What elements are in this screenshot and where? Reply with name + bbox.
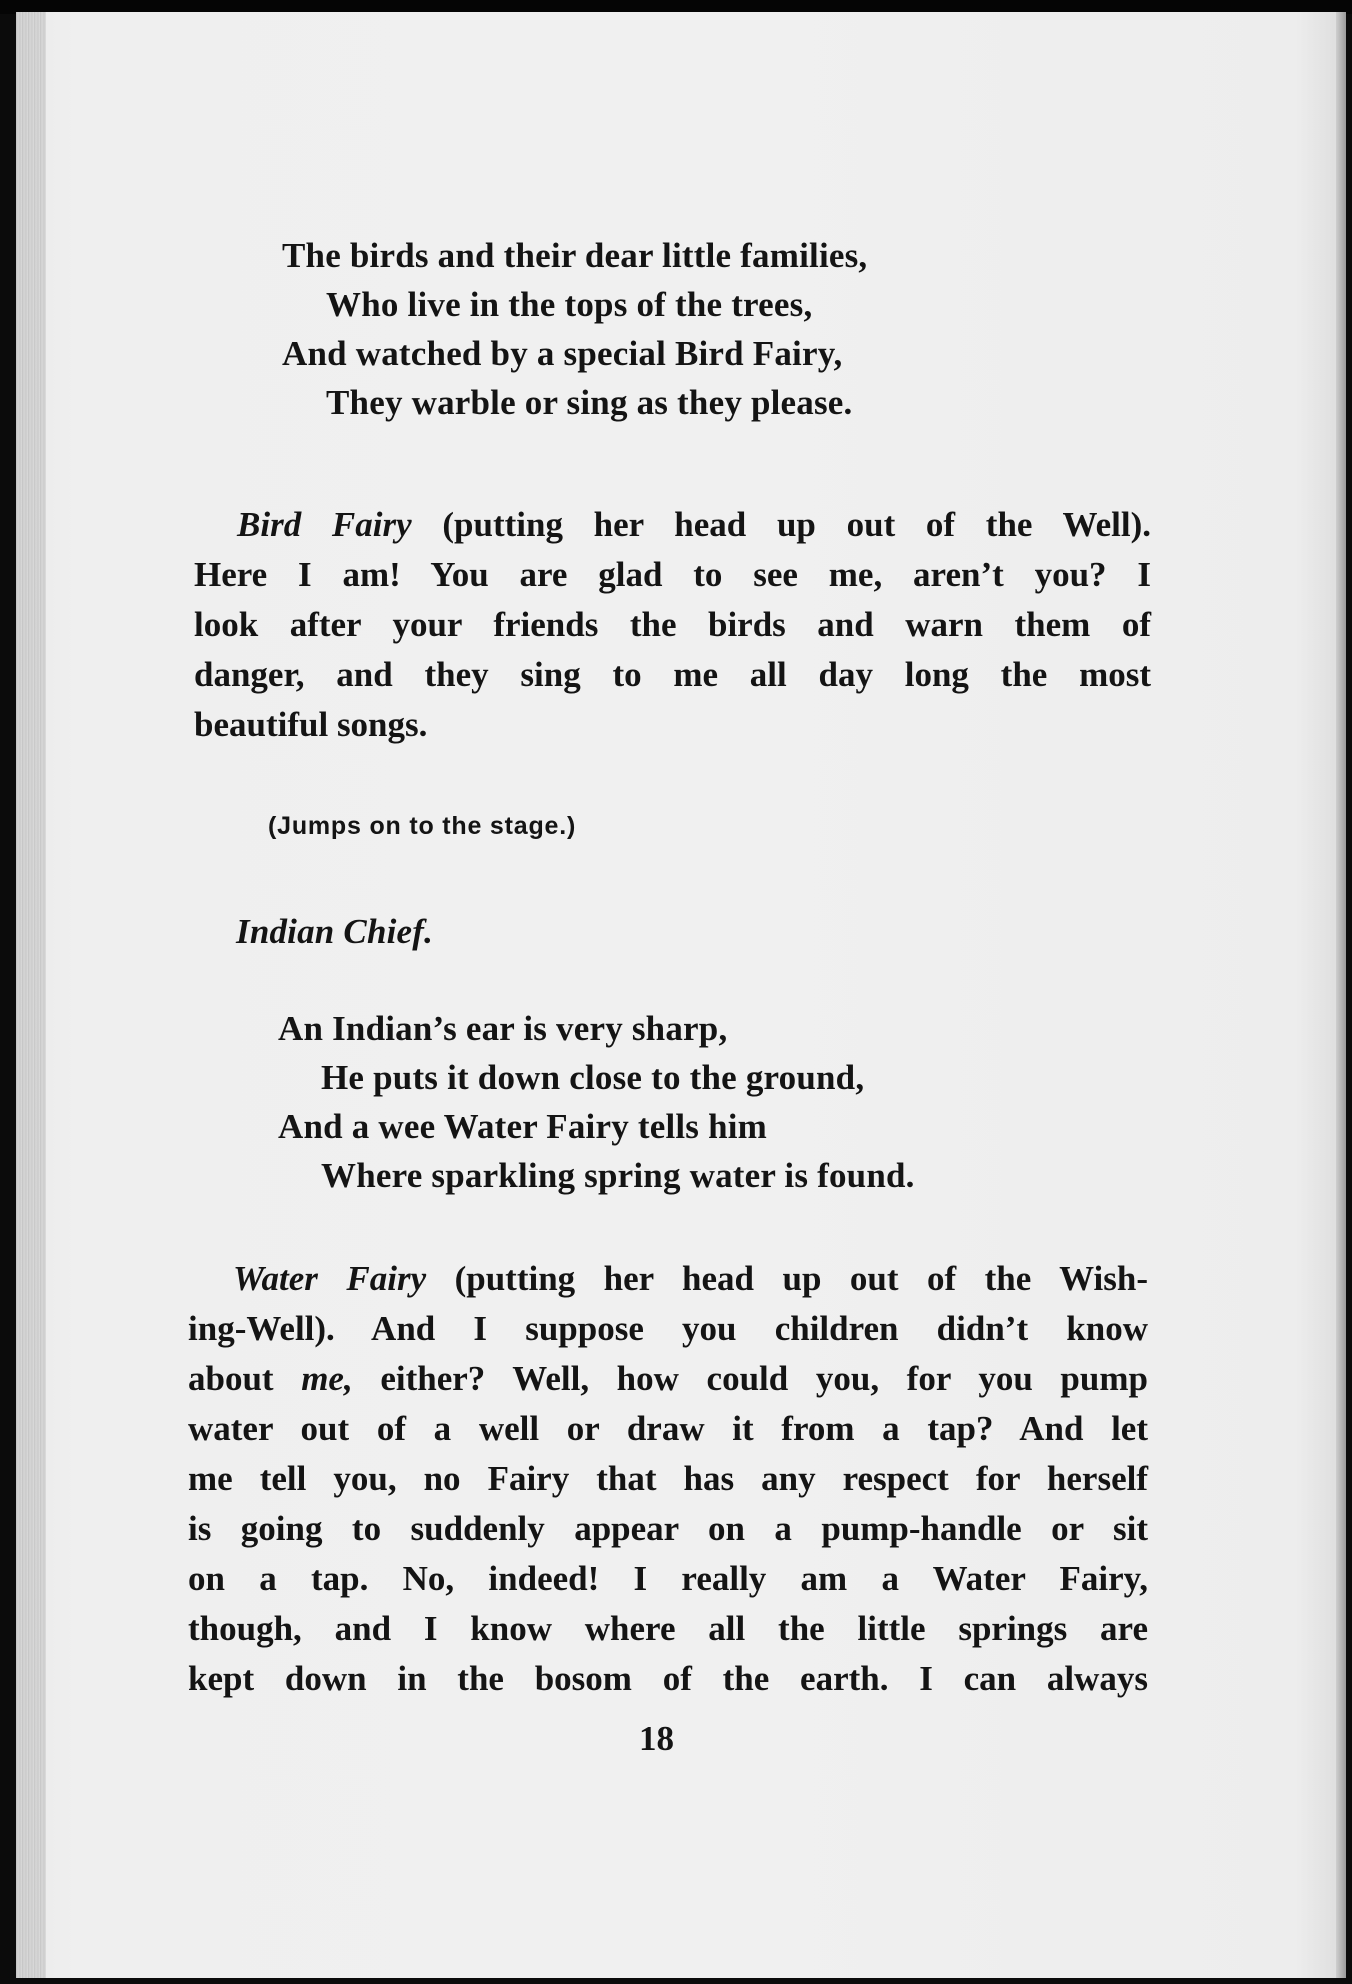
line-text: either? Well, how could you, for you pump — [352, 1359, 1148, 1398]
paragraph-line: on a tap. No, indeed! I really am a Water Fairy, — [188, 1559, 1148, 1598]
speaker-name: Indian Chief. — [236, 912, 434, 951]
line-text: (putting her head up out of the Wish- — [426, 1259, 1148, 1298]
paragraph-line: though, and I know where all the little springs are — [188, 1609, 1148, 1648]
book-page — [16, 12, 1346, 1978]
verse-line: Where sparkling spring water is found. — [321, 1156, 915, 1195]
verse-line: And watched by a special Bird Fairy, — [282, 334, 843, 373]
verse-line: They warble or sing as they please. — [326, 383, 853, 422]
paragraph-line: kept down in the bosom of the earth. I can always — [188, 1659, 1148, 1698]
paragraph-line: look after your friends the birds and warn them of — [194, 605, 1151, 644]
paragraph-line: beautiful songs. — [194, 705, 428, 744]
page-number: 18 — [639, 1719, 674, 1758]
verse-line: Who live in the tops of the trees, — [326, 285, 813, 324]
verse-line: The birds and their dear little families, — [282, 236, 868, 275]
stage-direction: (Jumps on to the stage.) — [268, 812, 577, 840]
bird-fairy-paragraph — [194, 500, 1151, 750]
line-text: about — [188, 1359, 302, 1398]
paragraph-line: danger, and they sing to me all day long the most — [194, 655, 1151, 694]
verse-line: And a wee Water Fairy tells him — [278, 1107, 768, 1146]
verse-line: He puts it down close to the ground, — [321, 1058, 865, 1097]
paragraph-line: ing-Well). And I suppose you children didn’t know — [188, 1309, 1148, 1348]
paragraph-line: me tell you, no Fairy that has any respect for herself — [188, 1459, 1148, 1498]
paragraph-line — [188, 1254, 1148, 1304]
page-right-edge — [1336, 12, 1346, 1978]
water-fairy-paragraph — [188, 1254, 1148, 1704]
paragraph-line: is going to suddenly appear on a pump-handle or sit — [188, 1509, 1148, 1548]
line-text: (putting her head up out of the Well). — [411, 505, 1152, 544]
paragraph-line: Here I am! You are glad to see me, aren’t you? I — [194, 555, 1151, 594]
paragraph-line — [194, 500, 1151, 550]
speaker-name: Bird Fairy — [237, 505, 412, 544]
verse-line: An Indian’s ear is very sharp, — [278, 1009, 728, 1048]
speaker-name: Water Fairy — [233, 1259, 427, 1298]
paragraph-line — [188, 1354, 1148, 1404]
emphasized-word: me, — [301, 1359, 353, 1398]
page-gutter — [16, 12, 46, 1978]
paragraph-line: water out of a well or draw it from a tap? And let — [188, 1409, 1148, 1448]
